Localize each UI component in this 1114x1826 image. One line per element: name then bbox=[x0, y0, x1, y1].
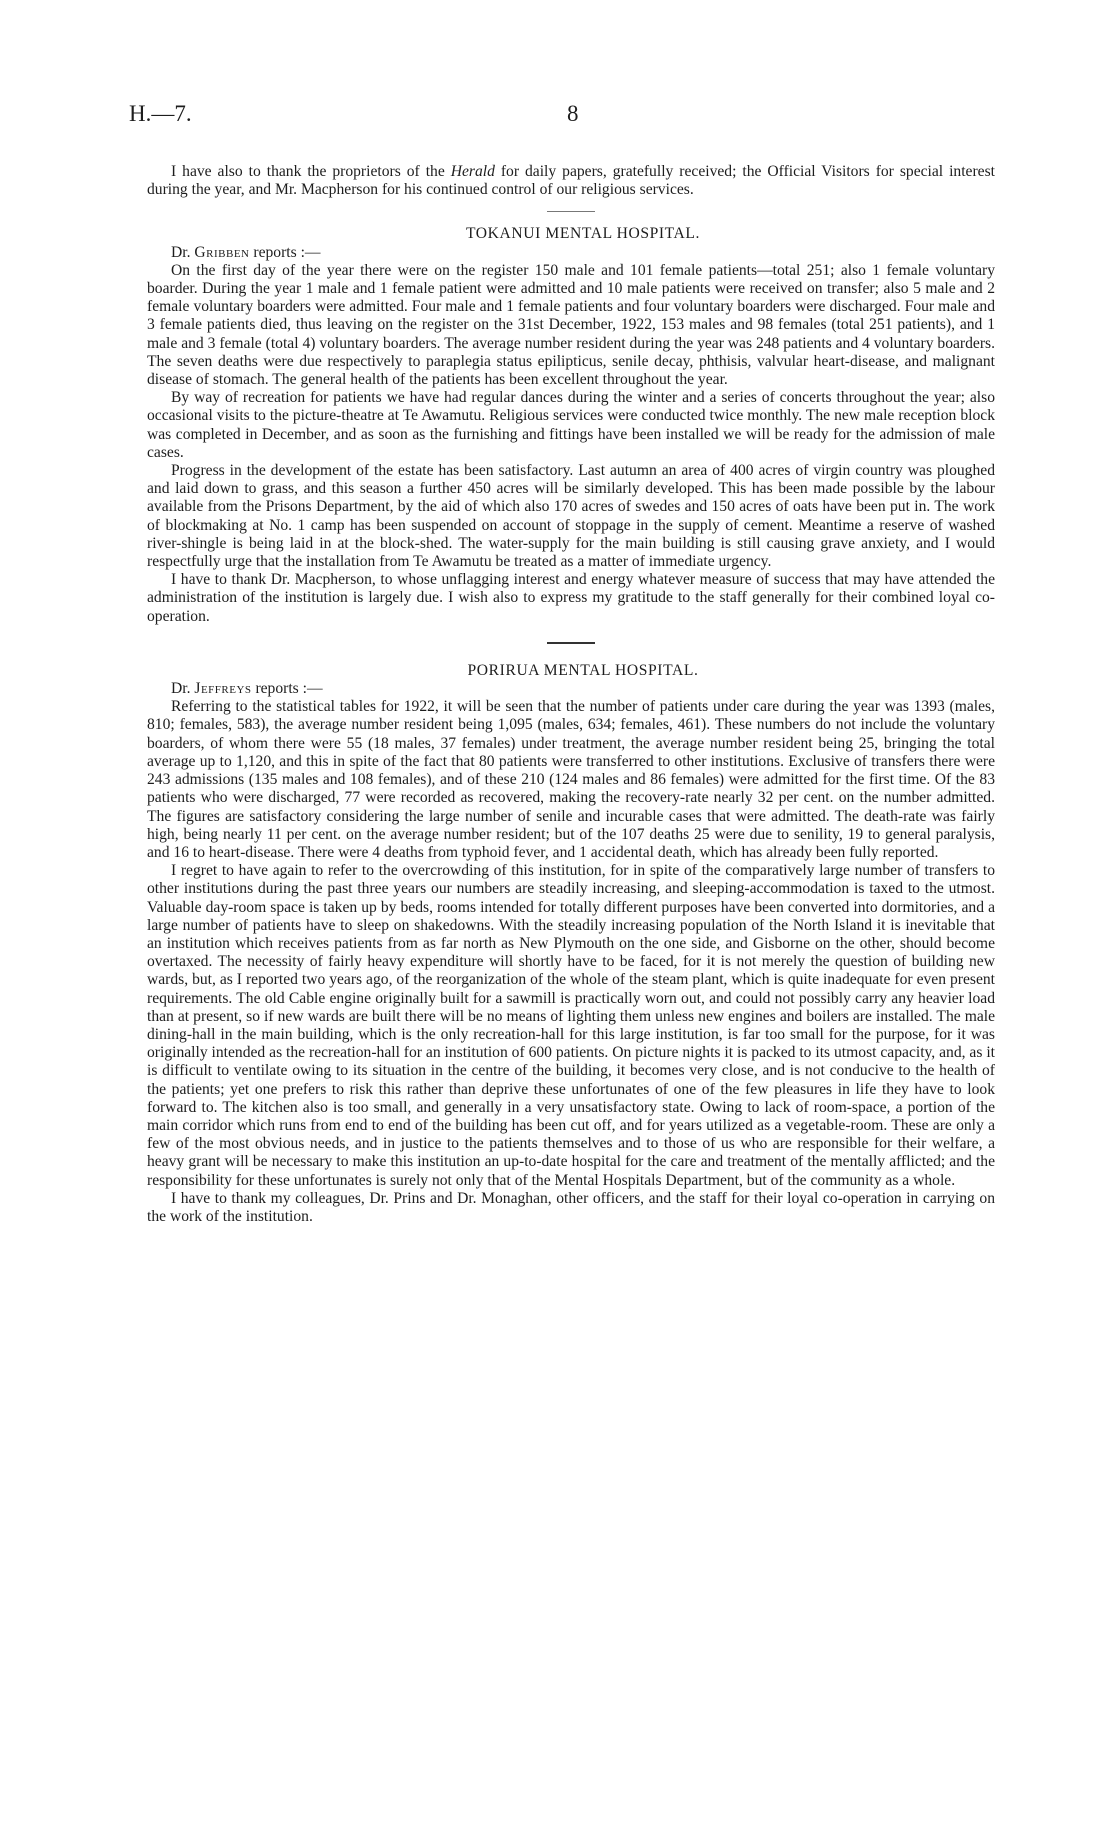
page-header bbox=[129, 101, 979, 131]
reporter-line bbox=[147, 244, 995, 262]
paragraph: On the first day of the year there were on the register 150 male and 101 female patients—total 251; also 1 female voluntary boarder. During the year 1 male and 1 female patient were admitted and 10 male patients were received on transfer; also 5 male and 2 female voluntary boarders were admitted. Four male and 1 female patients and four voluntary boarders were discharged. Four male and 3 female patients died, thus leaving on the register on the 31st December, 1922, 153 males and 98 females (total 251 patients), and 1 male and 3 female (total 4) voluntary boarders. The average number resident during the year was 248 patients and 4 voluntary boarders. The seven deaths were due respectively to paraplegia status epilipticus, senile decay, phthisis, valvular heart-disease, and malignant disease of stomach. The general health of the patients has been excellent throughout the year. bbox=[147, 261, 995, 389]
reporter-prefix: Dr. bbox=[171, 243, 195, 261]
paragraph: By way of recreation for patients we have had regular dances during the winter and a series of concerts throughout the year; also occasional visits to the picture-theatre at Te Awamutu. Religious services were conducted twice monthly. The new male reception block was completed in December, and as soon as the furnishing and fittings have been installed we will be ready for the admission of male cases. bbox=[147, 389, 995, 461]
reporter-line bbox=[147, 680, 995, 698]
intro-paragraph bbox=[147, 163, 995, 199]
section-divider bbox=[547, 642, 595, 644]
porirua-section bbox=[147, 662, 995, 1226]
document-code: H.—7. bbox=[129, 101, 192, 126]
paragraph: I have to thank Dr. Macpherson, to whose unflagging interest and energy whatever measure of success that may have attended the administration of the institution is largely due. I wish also to express my gratitude to the staff generally for their combined loyal co-operation. bbox=[147, 571, 995, 625]
reporter-name: Gribben bbox=[194, 243, 250, 261]
reporter-suffix: reports :— bbox=[251, 680, 323, 698]
tokanui-section bbox=[147, 225, 995, 625]
section-title: PORIRUA MENTAL HOSPITAL. bbox=[467, 661, 699, 679]
paragraph: Referring to the statistical tables for 1922, it will be seen that the number of patients under care during the year was 1393 (males, 810; females, 583), the average number resident being 1,095 (males, 634; females, 461). These numbers do not include the voluntary boarders, of whom there were 55 (18 males, 37 females) under treatment, the average number resident being 25, bringing the total average up to 1,120, and this in spite of the fact that 80 patients were transferred to other institutions. Exclusive of transfers there were 243 admissions (135 males and 108 females), and of these 210 (124 males and 86 females) were admitted for the first time. Of the 83 patients who were discharged, 77 were recorded as recovered, making the recovery-rate nearly 32 per cent. on the number admitted. The figures are satisfactory considering the large number of senile and incurable cases that were admitted. The death-rate was fairly high, being nearly 11 per cent. on the average number resident; but of the 107 deaths 25 were due to senility, 19 to general paralysis, and 16 to heart-disease. There were 4 deaths from typhoid fever, and 1 accidental death, which has already been fully reported. bbox=[147, 698, 995, 861]
section-title: TOKANUI MENTAL HOSPITAL. bbox=[465, 225, 701, 243]
intro-text-post: for daily papers, gratefully received; the Official Visitors for special interest during the year, and Mr. Macpherson for his continued control of our religious services. bbox=[147, 163, 995, 199]
paragraph: Progress in the development of the estate has been satisfactory. Last autumn an area of 400 acres of virgin country was ploughed and laid down to grass, and this season a further 450 acres will be similarly developed. This has been made possible by the labour available from the Prisons Department, by the aid of which also 170 acres of swedes and 150 acres of oats have been put in. The work of blockmaking at No. 1 camp has been suspended on account of stoppage in the supply of cement. Meantime a reserve of washed river-shingle is being laid in at the block-shed. The water-supply for the main building is still causing grave anxiety, and I would respectfully urge that the installation from Te Awamutu be treated as a matter of immediate urgency. bbox=[147, 462, 995, 571]
paragraph: I regret to have again to refer to the overcrowding of this institution, for in spite of the comparatively large number of transfers to other institutions during the past three years our numbers are steadily increasing, and sleeping-accommodation is taxed to the utmost. Valuable day-room space is taken up by beds, rooms intended for totally different purposes have been converted into dormitories, and a large number of patients have to sleep on shakedowns. With the steadily increasing population of the North Island it is inevitable that an institution which receives patients from as far north as New Plymouth on the one side, and Gisborne on the other, should become overtaxed. The necessity of fairly heavy expenditure will shortly have to be faced, for it is not merely the question of building new wards, but, as I reported two years ago, of the reorganization of the whole of the steam plant, which is quite inadequate for even present requirements. The old Cable engine originally built for a sawmill is practically worn out, and could not possibly carry any heavier load than at present, so if new wards are built there will be no means of lighting them unless new engines and boilers are installed. The male dining-hall in the main building, which is the only recreation-hall for this large institution, is far too small for the purpose, for it was originally intended as the recreation-hall for an institution of 600 patients. On picture nights it is packed to its utmost capacity, and, as it is difficult to ventilate owing to its situation in the centre of the building, it becomes very close, and is not conducive to the health of the patients; yet one prefers to risk this rather than deprive these unfortunates of one of the few pleasures in life they have to look forward to. The kitchen also is too small, and generally in a very unsatisfactory state. Owing to lack of room-space, a portion of the main corridor which runs from end to end of the building has been cut off, and for years utilized as a vegetable-room. These are only a few of the most obvious needs, and in justice to the patients themselves and to those of us who are responsible for their welfare, a heavy grant will be necessary to make this institution an up-to-date hospital for the care and treatment of the mentally afflicted; and the responsibility for these unfortunates is surely not only that of the Mental Hospitals Department, but of the community as a whole. bbox=[147, 862, 995, 1189]
divider bbox=[547, 211, 595, 212]
reporter-suffix: reports :— bbox=[249, 243, 321, 261]
reporter-prefix: Dr. bbox=[171, 680, 195, 698]
page-number: 8 bbox=[567, 101, 579, 126]
reporter-name: Jeffreys bbox=[194, 680, 252, 698]
intro-text-pre: I have also to thank the proprietors of the bbox=[171, 163, 451, 180]
intro-text-italic: Herald bbox=[450, 163, 495, 180]
document-body bbox=[147, 163, 995, 1226]
paragraph: I have to thank my colleagues, Dr. Prins and Dr. Monaghan, other officers, and the staff for their loyal co-operation in carrying on the work of the institution. bbox=[147, 1189, 995, 1225]
